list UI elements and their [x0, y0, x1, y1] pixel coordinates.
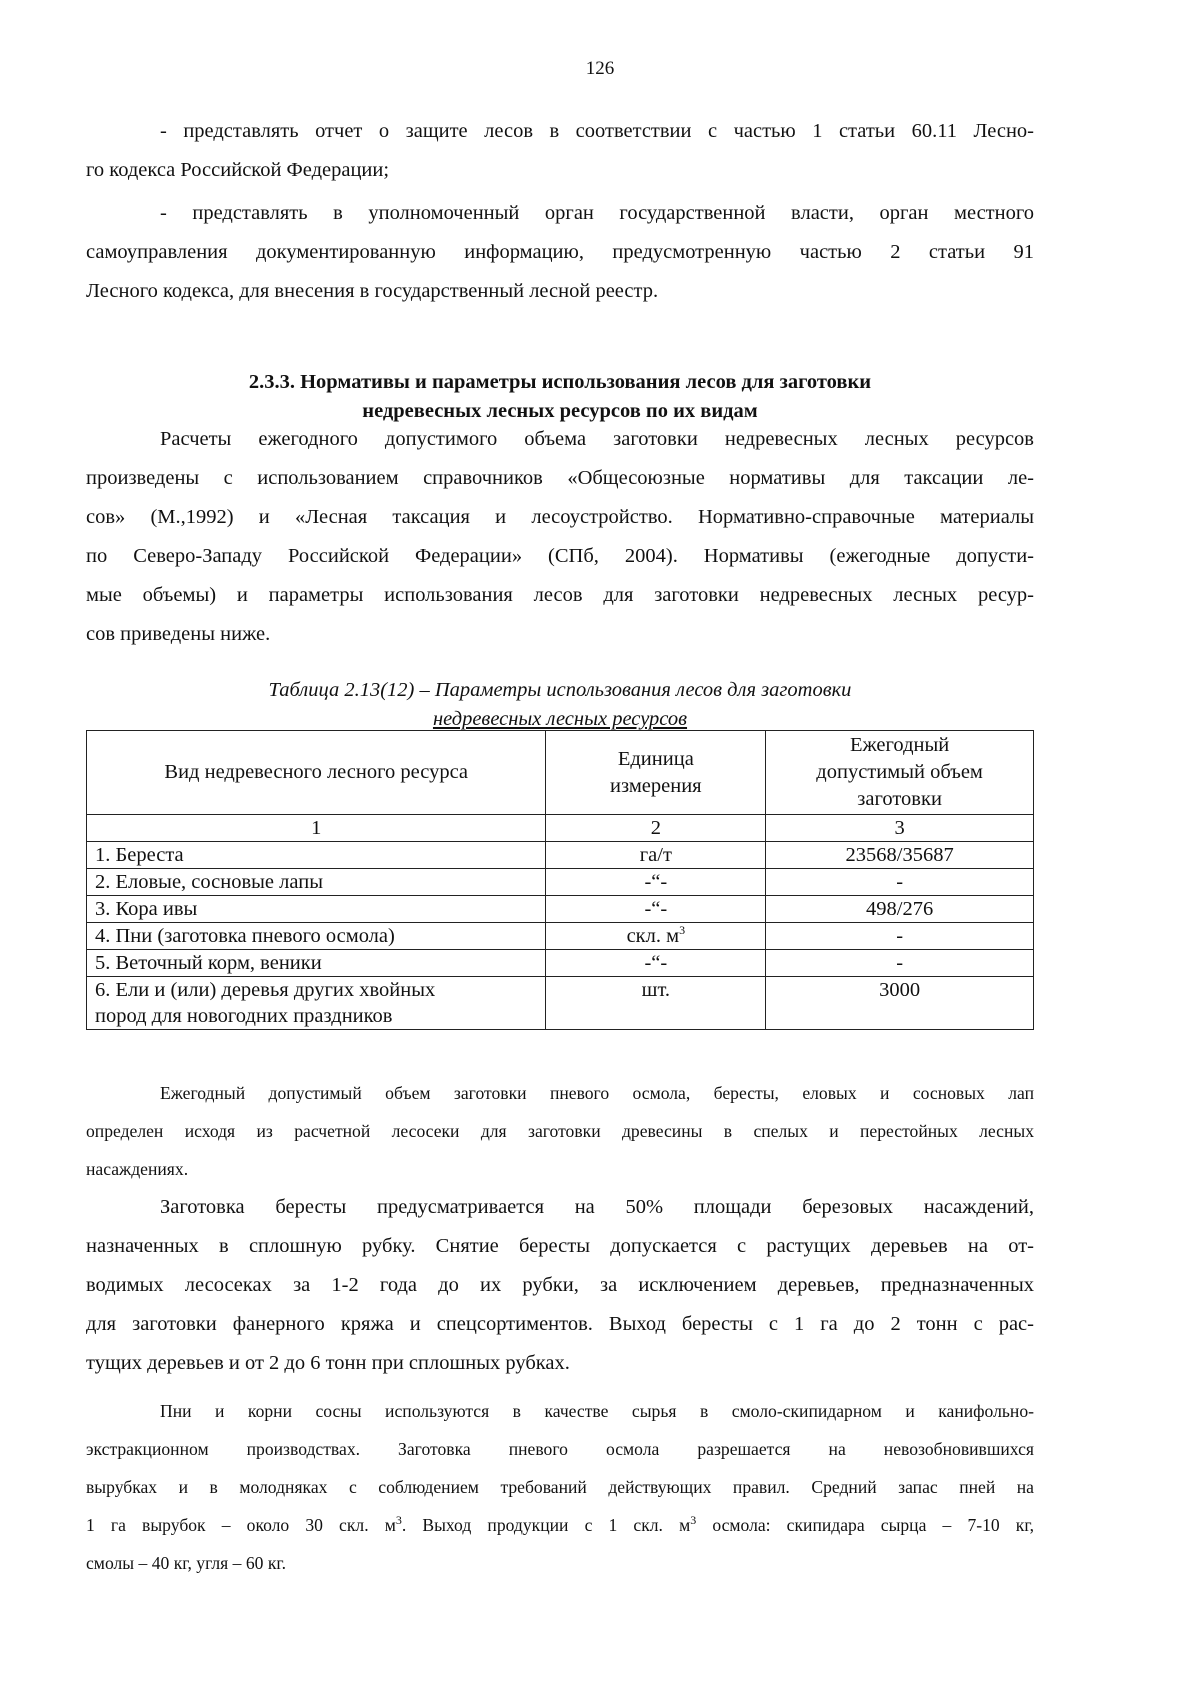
unit: скл. м	[626, 925, 680, 947]
header-cell-unit	[546, 731, 766, 815]
text-line: для заготовки фанерного кряжа и спецсортиментов. Выход бересты с 1 га до 2 тонн с рас-	[86, 1313, 1034, 1335]
header-text: измерения	[610, 774, 702, 797]
volume-value: -	[766, 869, 1034, 896]
table-row	[87, 977, 1034, 1030]
text-line: вырубках и в молодняках с соблюдением требований действующих правил. Средний запас пней на	[86, 1477, 1034, 1497]
resource-name: 2. Еловые, сосновые лапы	[87, 869, 546, 896]
text-line: сов» (М.,1992) и «Лесная таксация и лесоустройство. Нормативно-справочные материалы	[86, 506, 1034, 528]
table-row	[87, 896, 1034, 923]
paragraph-volume-basis	[86, 1074, 1034, 1188]
heading-line: 2.3.3. Нормативы и параметры использования лесов для заготовки	[248, 371, 872, 393]
text-fragment: осмола: скипидара сырца – 7-10 кг,	[696, 1515, 1034, 1535]
volume-value: 23568/35687	[766, 842, 1034, 869]
text-line: водимых лесосеках за 1-2 года до их рубки, за исключением деревьев, предназначенных	[86, 1274, 1034, 1296]
text-fragment: 1 га вырубок – около 30 скл. м	[86, 1515, 396, 1535]
header-text: Вид недревесного лесного ресурса	[164, 761, 469, 783]
text-line: - представлять в уполномоченный орган государственной власти, орган местного	[160, 202, 1034, 224]
column-number-row	[87, 815, 1034, 842]
paragraph-stumps	[86, 1392, 1034, 1582]
text-line: определен исходя из расчетной лесосеки для заготовки древесины в спелых и перестойных лесных	[86, 1121, 1034, 1141]
text-line: насаждениях.	[86, 1159, 189, 1179]
resource-name-cell	[87, 977, 546, 1030]
text-line: произведены с использованием справочников «Общесоюзные нормативы для таксации ле-	[86, 467, 1034, 489]
text-line: самоуправления документированную информацию, предусмотренную частью 2 статьи 91	[86, 241, 1034, 263]
text-line: смолы – 40 кг, угля – 60 кг.	[86, 1553, 287, 1573]
column-number: 2	[546, 815, 766, 842]
resource-name: 1. Береста	[87, 842, 546, 869]
resources-table	[86, 730, 1034, 1030]
text-fragment: . Выход продукции с 1 скл. м	[401, 1515, 691, 1535]
unit: -“-	[546, 950, 766, 977]
unit: шт.	[546, 977, 766, 1030]
text-line-with-superscripts	[86, 1506, 1034, 1544]
text-line: Ежегодный допустимый объем заготовки пневого осмола, бересты, еловых и сосновых лап	[160, 1083, 1034, 1103]
superscript: 3	[690, 1513, 697, 1528]
unit: -“-	[546, 896, 766, 923]
table-header-row	[87, 731, 1034, 815]
paragraph-birch-bark	[86, 1188, 1034, 1383]
text-line: - представлять отчет о защите лесов в соответствии с частью 1 статьи 60.11 Лесно-	[160, 120, 1034, 142]
resource-name: 4. Пни (заготовка пневого осмола)	[87, 923, 546, 950]
resource-name: пород для новогодних праздников	[95, 1005, 393, 1027]
text-line: тущих деревьев и от 2 до 6 тонн при сплошных рубках.	[86, 1352, 570, 1374]
intro-paragraph-2	[86, 194, 1034, 311]
resource-name: 6. Ели и (или) деревья других хвойных	[95, 979, 436, 1001]
header-text: Ежегодный	[850, 734, 950, 756]
table-caption	[86, 676, 1034, 734]
text-line: Пни и корни сосны используются в качестве сырья в смоло-скипидарном и канифольно-	[160, 1401, 1034, 1421]
text-line: по Северо-Западу Российской Федерации» (СПб, 2004). Нормативы (ежегодные допусти-	[86, 545, 1034, 567]
text-line: Расчеты ежегодного допустимого объема заготовки недревесных лесных ресурсов	[160, 428, 1034, 450]
volume-value: -	[766, 923, 1034, 950]
caption-line: недревесных лесных ресурсов	[432, 708, 688, 730]
unit-superscript: 3	[679, 923, 686, 938]
text-line: сов приведены ниже.	[86, 623, 271, 645]
resource-name: 5. Веточный корм, веники	[87, 950, 546, 977]
unit: -“-	[546, 869, 766, 896]
section-heading	[86, 368, 1034, 426]
volume-value: 498/276	[766, 896, 1034, 923]
resource-name: 3. Кора ивы	[87, 896, 546, 923]
text-line: назначенных в сплошную рубку. Снятие бересты допускается с растущих деревьев на от-	[86, 1235, 1034, 1257]
header-text: допустимый объем	[816, 761, 983, 783]
header-text: заготовки	[857, 788, 942, 810]
text-line: экстракционном производствах. Заготовка пневого осмола разрешается на невозобновившихся	[86, 1439, 1034, 1459]
table-row	[87, 842, 1034, 869]
column-number: 3	[766, 815, 1034, 842]
intro-paragraph-1	[86, 112, 1034, 190]
superscript: 3	[395, 1513, 402, 1528]
header-cell-volume	[766, 731, 1034, 815]
heading-line: недревесных лесных ресурсов по их видам	[362, 400, 758, 422]
page-number: 126	[585, 58, 615, 79]
unit-cell	[546, 923, 766, 950]
unit: га/т	[546, 842, 766, 869]
caption-line: Таблица 2.13(12) – Параметры использования лесов для заготовки	[268, 679, 852, 701]
table-row	[87, 923, 1034, 950]
volume-value: 3000	[766, 977, 1034, 1030]
volume-value: -	[766, 950, 1034, 977]
body-paragraph	[86, 420, 1034, 654]
text-line: мые объемы) и параметры использования лесов для заготовки недревесных лесных ресур-	[86, 584, 1034, 606]
text-line: Заготовка бересты предусматривается на 50% площади березовых насаждений,	[160, 1196, 1034, 1218]
table-row	[87, 950, 1034, 977]
table-row	[87, 869, 1034, 896]
text-line: го кодекса Российской Федерации;	[86, 159, 390, 181]
header-cell-resource	[87, 731, 546, 815]
header-text: Единица	[617, 747, 694, 770]
column-number: 1	[87, 815, 546, 842]
text-line: Лесного кодекса, для внесения в государственный лесной реестр.	[86, 280, 659, 302]
